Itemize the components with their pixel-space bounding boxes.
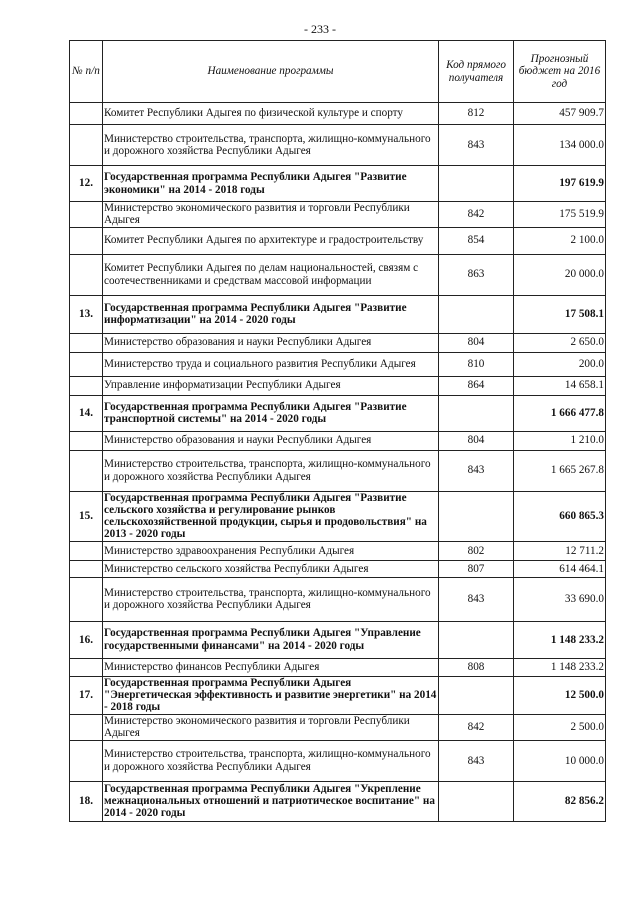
row-amount: 10 000.0 [514,740,606,781]
row-name: Государственная программа Республики Адыгея "Развитие экономики" на 2014 - 2018 годы [103,166,439,202]
row-name: Министерство финансов Республики Адыгея [103,658,439,676]
row-number: 17. [70,676,103,714]
row-code [439,491,514,541]
row-code: 842 [439,714,514,740]
table-row [70,376,606,395]
header-name: Наименование программы [103,41,439,103]
row-amount: 200.0 [514,352,606,376]
row-code: 808 [439,658,514,676]
table-row [70,103,606,125]
row-amount: 14 658.1 [514,376,606,395]
row-name: Министерство строительства, транспорта, жилищно-коммунального и дорожного хозяйства Республики Адыгея [103,577,439,621]
row-number [70,560,103,577]
row-code [439,676,514,714]
row-name: Министерство строительства, транспорта, жилищно-коммунального и дорожного хозяйства Республики Адыгея [103,125,439,166]
table-body [70,103,606,822]
row-number [70,352,103,376]
row-name: Министерство труда и социального развития Республики Адыгея [103,352,439,376]
table-row [70,125,606,166]
table-row [70,658,606,676]
row-code [439,295,514,333]
row-code: 804 [439,333,514,352]
row-number [70,103,103,125]
table-row [70,254,606,295]
row-number [70,450,103,491]
row-name: Государственная программа Республики Адыгея "Укрепление межнациональных отношений и патриотическое воспитание" на 2014 - 2020 годы [103,781,439,821]
table-row [70,202,606,228]
row-name: Министерство сельского хозяйства Республики Адыгея [103,560,439,577]
header-budget: Прогнозный бюджет на 2016 год [514,41,606,103]
row-amount: 20 000.0 [514,254,606,295]
program-row [70,621,606,658]
budget-table [69,40,606,822]
table-row [70,541,606,560]
row-number [70,202,103,228]
row-amount: 1 665 267.8 [514,450,606,491]
row-name: Министерство здравоохранения Республики Адыгея [103,541,439,560]
row-name: Государственная программа Республики Адыгея "Развитие информатизации" на 2014 - 2020 годы [103,295,439,333]
row-code: 843 [439,125,514,166]
row-code: 812 [439,103,514,125]
table-row [70,714,606,740]
row-number [70,658,103,676]
row-name: Министерство образования и науки Республики Адыгея [103,431,439,450]
row-amount: 33 690.0 [514,577,606,621]
row-amount: 1 148 233.2 [514,621,606,658]
row-amount: 1 148 233.2 [514,658,606,676]
row-amount: 660 865.3 [514,491,606,541]
row-number [70,376,103,395]
program-row [70,781,606,821]
row-name: Министерство строительства, транспорта, жилищно-коммунального и дорожного хозяйства Республики Адыгея [103,740,439,781]
row-amount: 197 619.9 [514,166,606,202]
row-code: 854 [439,227,514,254]
row-code: 807 [439,560,514,577]
row-amount: 12 500.0 [514,676,606,714]
row-number: 15. [70,491,103,541]
row-number: 12. [70,166,103,202]
row-code [439,621,514,658]
row-name: Государственная программа Республики Адыгея "Развитие сельского хозяйства и регулирование рынков сельскохозяйственной продукции, сырья и продовольствия" на 2013 - 2020 годы [103,491,439,541]
row-amount: 134 000.0 [514,125,606,166]
row-number [70,333,103,352]
table-row [70,227,606,254]
row-amount: 175 519.9 [514,202,606,228]
row-amount: 2 650.0 [514,333,606,352]
row-name: Министерство экономического развития и торговли Республики Адыгея [103,202,439,228]
row-number [70,541,103,560]
row-number: 13. [70,295,103,333]
row-code: 802 [439,541,514,560]
row-name: Государственная программа Республики Адыгея "Энергетическая эффективность и развитие энергетики" на 2014 - 2018 годы [103,676,439,714]
row-name: Управление информатизации Республики Адыгея [103,376,439,395]
row-code: 843 [439,450,514,491]
row-number [70,740,103,781]
table-row [70,352,606,376]
header-num: № п/п [70,41,103,103]
table-row [70,560,606,577]
row-number [70,227,103,254]
row-number: 14. [70,395,103,431]
row-amount: 17 508.1 [514,295,606,333]
row-code: 843 [439,740,514,781]
row-amount: 1 666 477.8 [514,395,606,431]
row-name: Комитет Республики Адыгея по архитектуре и градостроительству [103,227,439,254]
row-name: Государственная программа Республики Адыгея "Развитие транспортной системы" на 2014 - 2020 годы [103,395,439,431]
program-row [70,491,606,541]
row-code: 810 [439,352,514,376]
row-name: Министерство образования и науки Республики Адыгея [103,333,439,352]
row-number [70,125,103,166]
table-row [70,450,606,491]
program-row [70,166,606,202]
program-row [70,395,606,431]
program-row [70,676,606,714]
row-amount: 614 464.1 [514,560,606,577]
table-row [70,577,606,621]
row-number [70,431,103,450]
row-code [439,395,514,431]
row-code [439,781,514,821]
row-code: 804 [439,431,514,450]
row-code: 864 [439,376,514,395]
row-amount: 457 909.7 [514,103,606,125]
row-number [70,714,103,740]
row-name: Комитет Республики Адыгея по делам национальностей, связям с соотечественниками и средствам массовой информации [103,254,439,295]
table-row [70,740,606,781]
row-number: 16. [70,621,103,658]
table-header-row [70,41,606,103]
row-amount: 2 500.0 [514,714,606,740]
row-number: 18. [70,781,103,821]
row-code: 842 [439,202,514,228]
page-number: - 233 - [304,22,336,36]
row-code [439,166,514,202]
row-number [70,577,103,621]
program-row [70,295,606,333]
row-code: 863 [439,254,514,295]
row-amount: 12 711.2 [514,541,606,560]
row-name: Министерство экономического развития и торговли Республики Адыгея [103,714,439,740]
row-name: Комитет Республики Адыгея по физической культуре и спорту [103,103,439,125]
row-amount: 82 856.2 [514,781,606,821]
header-code: Код прямого получателя [439,41,514,103]
row-name: Министерство строительства, транспорта, жилищно-коммунального и дорожного хозяйства Республики Адыгея [103,450,439,491]
table-row [70,333,606,352]
table-row [70,431,606,450]
row-amount: 1 210.0 [514,431,606,450]
row-code: 843 [439,577,514,621]
row-name: Государственная программа Республики Адыгея "Управление государственными финансами" на 2014 - 2020 годы [103,621,439,658]
row-number [70,254,103,295]
row-amount: 2 100.0 [514,227,606,254]
